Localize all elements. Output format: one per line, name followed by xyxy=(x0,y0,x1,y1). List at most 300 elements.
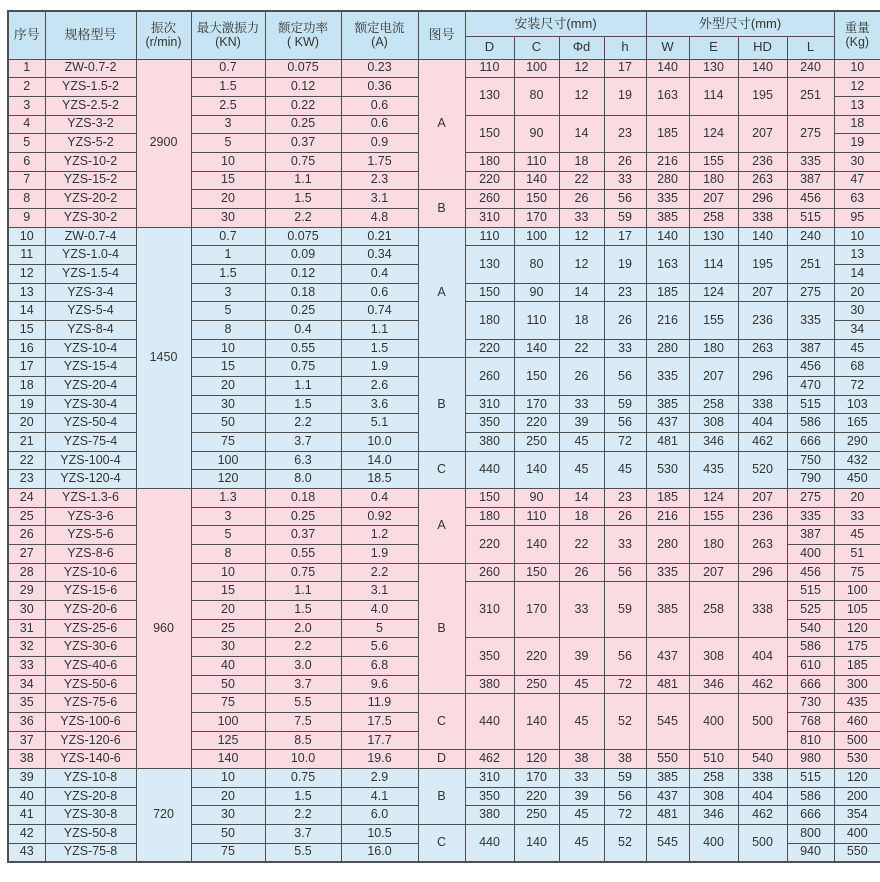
cell: 550 xyxy=(646,750,689,769)
cell: 440 xyxy=(465,451,514,488)
cell: 0.34 xyxy=(341,246,418,265)
cell: 456 xyxy=(787,563,834,582)
cell: 28 xyxy=(8,563,45,582)
cell: YZS-10-2 xyxy=(45,152,136,171)
cell: YZS-20-4 xyxy=(45,376,136,395)
cell: A xyxy=(418,488,465,563)
cell: 45 xyxy=(834,339,880,358)
col-header-serial: 序号 xyxy=(8,11,45,59)
cell: 1.5 xyxy=(341,339,418,358)
cell: 51 xyxy=(834,544,880,563)
cell: YZS-100-6 xyxy=(45,713,136,732)
cell: 140 xyxy=(191,750,265,769)
cell: 0.23 xyxy=(341,59,418,78)
cell: 9.6 xyxy=(341,675,418,694)
cell: YZS-75-8 xyxy=(45,843,136,862)
cell: 2.3 xyxy=(341,171,418,190)
cell: YZS-1.5-4 xyxy=(45,264,136,283)
cell: 540 xyxy=(787,619,834,638)
col-header-frequency xyxy=(136,11,191,59)
cell: 3 xyxy=(191,283,265,302)
cell: 0.4 xyxy=(341,264,418,283)
cell: 30 xyxy=(834,302,880,321)
cell: 45 xyxy=(559,825,604,862)
cell: 18 xyxy=(559,302,604,339)
cell: 150 xyxy=(514,358,559,395)
cell: 124 xyxy=(689,115,738,152)
cell: 100 xyxy=(191,713,265,732)
cell: 216 xyxy=(646,152,689,171)
cell: 45 xyxy=(559,432,604,451)
col-header-weight-line1: 重量 xyxy=(844,21,870,36)
cell: 180 xyxy=(689,526,738,563)
cell: 20 xyxy=(834,283,880,302)
cell: YZS-10-6 xyxy=(45,563,136,582)
cell: 23 xyxy=(8,470,45,489)
cell: YZS-3-2 xyxy=(45,115,136,134)
cell: 150 xyxy=(465,283,514,302)
cell: 23 xyxy=(604,283,646,302)
cell: YZS-30-6 xyxy=(45,638,136,657)
cell: 170 xyxy=(514,582,559,638)
cell: 258 xyxy=(689,582,738,638)
cell: 170 xyxy=(514,395,559,414)
cell: 30 xyxy=(191,638,265,657)
cell: 0.75 xyxy=(265,563,341,582)
cell: 185 xyxy=(646,115,689,152)
cell: 380 xyxy=(465,675,514,694)
cell: 1 xyxy=(191,246,265,265)
cell: 195 xyxy=(738,78,787,115)
cell: 6.3 xyxy=(265,451,341,470)
cell: B xyxy=(418,358,465,451)
cell: 0.075 xyxy=(265,59,341,78)
cell: 163 xyxy=(646,78,689,115)
cell: 520 xyxy=(738,451,787,488)
cell: 52 xyxy=(604,694,646,750)
cell: 3.7 xyxy=(265,825,341,844)
cell: 10 xyxy=(834,227,880,246)
cell: 380 xyxy=(465,432,514,451)
cell: 338 xyxy=(738,582,787,638)
cell: 33 xyxy=(559,769,604,788)
cell: 14 xyxy=(8,302,45,321)
cell: 45 xyxy=(559,675,604,694)
cell: 80 xyxy=(514,246,559,283)
cell: 30 xyxy=(834,152,880,171)
cell: 207 xyxy=(738,488,787,507)
cell: 140 xyxy=(646,227,689,246)
cell: 260 xyxy=(465,190,514,209)
cell: 216 xyxy=(646,507,689,526)
cell: 462 xyxy=(738,432,787,451)
cell: 1.1 xyxy=(341,320,418,339)
cell: YZS-3-6 xyxy=(45,507,136,526)
cell: B xyxy=(418,769,465,825)
cell: 1.1 xyxy=(265,171,341,190)
cell: 263 xyxy=(738,339,787,358)
cell: YZS-120-6 xyxy=(45,731,136,750)
cell: 2.2 xyxy=(265,414,341,433)
cell: 220 xyxy=(514,787,559,806)
cell: 8.0 xyxy=(265,470,341,489)
cell: 980 xyxy=(787,750,834,769)
cell: 250 xyxy=(514,806,559,825)
cell: 0.25 xyxy=(265,115,341,134)
cell: 350 xyxy=(465,414,514,433)
cell: 22 xyxy=(559,339,604,358)
cell: 236 xyxy=(738,302,787,339)
col-header-rated-current xyxy=(341,11,418,59)
cell: 0.12 xyxy=(265,78,341,97)
cell: B xyxy=(418,563,465,694)
cell: 155 xyxy=(689,507,738,526)
cell: 29 xyxy=(8,582,45,601)
cell: 4 xyxy=(8,115,45,134)
cell: 400 xyxy=(834,825,880,844)
cell: 380 xyxy=(465,806,514,825)
cell: 2900 xyxy=(136,59,191,227)
cell: 1.3 xyxy=(191,488,265,507)
cell: 586 xyxy=(787,638,834,657)
cell: 207 xyxy=(738,115,787,152)
cell: 404 xyxy=(738,787,787,806)
cell: 75 xyxy=(191,843,265,862)
cell: 515 xyxy=(787,769,834,788)
cell: 56 xyxy=(604,190,646,209)
cell: 18 xyxy=(559,507,604,526)
cell: 3 xyxy=(191,115,265,134)
cell: 0.55 xyxy=(265,339,341,358)
cell: 666 xyxy=(787,806,834,825)
cell: 0.6 xyxy=(341,115,418,134)
cell: YZS-30-4 xyxy=(45,395,136,414)
cell: 21 xyxy=(8,432,45,451)
table-row xyxy=(8,227,880,246)
col-header-model: 规格型号 xyxy=(45,11,136,59)
col-header-frequency-line1: 振次 xyxy=(150,21,176,36)
cell: 7 xyxy=(8,171,45,190)
cell: 400 xyxy=(787,544,834,563)
cell: 140 xyxy=(514,339,559,358)
cell: YZS-50-4 xyxy=(45,414,136,433)
cell: 33 xyxy=(559,208,604,227)
cell: 280 xyxy=(646,526,689,563)
cell: 1.5 xyxy=(265,395,341,414)
table-row xyxy=(8,769,880,788)
cell: 456 xyxy=(787,358,834,377)
cell: 0.25 xyxy=(265,302,341,321)
cell: 308 xyxy=(689,787,738,806)
cell: 500 xyxy=(738,694,787,750)
cell: 100 xyxy=(191,451,265,470)
cell: 180 xyxy=(689,171,738,190)
cell: 470 xyxy=(787,376,834,395)
cell: 9 xyxy=(8,208,45,227)
cell: 338 xyxy=(738,395,787,414)
cell: 346 xyxy=(689,432,738,451)
cell: 34 xyxy=(834,320,880,339)
cell: 1.5 xyxy=(191,264,265,283)
col-header-weight xyxy=(834,11,880,59)
cell: YZS-30-2 xyxy=(45,208,136,227)
cell: 195 xyxy=(738,246,787,283)
cell: 90 xyxy=(514,283,559,302)
cell: 5 xyxy=(191,526,265,545)
cell: 50 xyxy=(191,414,265,433)
cell: 22 xyxy=(8,451,45,470)
cell: 500 xyxy=(834,731,880,750)
cell: 1.1 xyxy=(265,376,341,395)
cell: 170 xyxy=(514,769,559,788)
cell: 30 xyxy=(191,395,265,414)
cell: 24 xyxy=(8,488,45,507)
cell: 400 xyxy=(689,825,738,862)
cell: 6.0 xyxy=(341,806,418,825)
cell: 296 xyxy=(738,563,787,582)
cell: 16 xyxy=(8,339,45,358)
cell: 23 xyxy=(604,115,646,152)
cell: 750 xyxy=(787,451,834,470)
cell: 20 xyxy=(191,376,265,395)
cell: 56 xyxy=(604,638,646,675)
cell: 250 xyxy=(514,432,559,451)
cell: 2.2 xyxy=(341,563,418,582)
cell: 22 xyxy=(559,526,604,563)
cell: 36 xyxy=(8,713,45,732)
cell: 768 xyxy=(787,713,834,732)
cell: 5.6 xyxy=(341,638,418,657)
cell: 0.4 xyxy=(265,320,341,339)
cell: 2.9 xyxy=(341,769,418,788)
col-header-phi-d: Φd xyxy=(559,36,604,59)
col-header-max-force-line1: 最大激振力 xyxy=(196,21,260,36)
cell: 19 xyxy=(834,134,880,153)
cell: 150 xyxy=(514,563,559,582)
cell: 59 xyxy=(604,582,646,638)
cell: 100 xyxy=(514,59,559,78)
cell: 110 xyxy=(514,152,559,171)
cell: 140 xyxy=(514,451,559,488)
cell: 236 xyxy=(738,152,787,171)
cell: 2.5 xyxy=(191,96,265,115)
cell: 56 xyxy=(604,358,646,395)
cell: 120 xyxy=(834,619,880,638)
cell: 338 xyxy=(738,769,787,788)
cell: 12 xyxy=(559,78,604,115)
cell: 387 xyxy=(787,526,834,545)
cell: 437 xyxy=(646,414,689,433)
cell: 5 xyxy=(8,134,45,153)
cell: 0.55 xyxy=(265,544,341,563)
cell: 124 xyxy=(689,283,738,302)
table-row xyxy=(8,488,880,507)
cell: 18 xyxy=(8,376,45,395)
cell: 810 xyxy=(787,731,834,750)
cell: 12 xyxy=(834,78,880,97)
col-header-HD: HD xyxy=(738,36,787,59)
cell: 3 xyxy=(8,96,45,115)
cell: 335 xyxy=(787,302,834,339)
cell: 2.2 xyxy=(265,638,341,657)
cell: 10 xyxy=(191,769,265,788)
cell: 180 xyxy=(465,302,514,339)
cell: 45 xyxy=(559,451,604,488)
cell: 56 xyxy=(604,414,646,433)
cell: 0.74 xyxy=(341,302,418,321)
cell: YZS-1.3-6 xyxy=(45,488,136,507)
cell: 12 xyxy=(8,264,45,283)
cell: 10 xyxy=(191,152,265,171)
cell: 33 xyxy=(8,657,45,676)
cell: YZS-50-6 xyxy=(45,675,136,694)
cell: 207 xyxy=(689,358,738,395)
cell: 8 xyxy=(8,190,45,209)
cell: 26 xyxy=(559,190,604,209)
cell: YZS-50-8 xyxy=(45,825,136,844)
cell: 220 xyxy=(465,526,514,563)
cell: 310 xyxy=(465,208,514,227)
cell: YZS-140-6 xyxy=(45,750,136,769)
cell: 0.09 xyxy=(265,246,341,265)
cell: YZS-5-6 xyxy=(45,526,136,545)
cell: YZS-8-4 xyxy=(45,320,136,339)
cell: 130 xyxy=(465,78,514,115)
col-header-install-dims: 安装尺寸(mm) xyxy=(465,11,646,36)
cell: 456 xyxy=(787,190,834,209)
cell: 545 xyxy=(646,825,689,862)
cell: 0.21 xyxy=(341,227,418,246)
cell: YZS-1.5-2 xyxy=(45,78,136,97)
cell: 10.0 xyxy=(265,750,341,769)
cell: 150 xyxy=(465,115,514,152)
cell: 90 xyxy=(514,115,559,152)
cell: 440 xyxy=(465,825,514,862)
cell: 14.0 xyxy=(341,451,418,470)
cell: 1.5 xyxy=(265,787,341,806)
cell: 530 xyxy=(834,750,880,769)
cell: 13 xyxy=(8,283,45,302)
cell: 500 xyxy=(738,825,787,862)
cell: 180 xyxy=(689,339,738,358)
cell: 124 xyxy=(689,488,738,507)
cell: 56 xyxy=(604,787,646,806)
cell: 200 xyxy=(834,787,880,806)
cell: 39 xyxy=(559,638,604,675)
cell: 545 xyxy=(646,694,689,750)
cell: 5.1 xyxy=(341,414,418,433)
cell: 251 xyxy=(787,246,834,283)
cell: 27 xyxy=(8,544,45,563)
cell: 437 xyxy=(646,787,689,806)
cell: 30 xyxy=(191,208,265,227)
cell: 346 xyxy=(689,675,738,694)
cell: 338 xyxy=(738,208,787,227)
cell: 75 xyxy=(834,563,880,582)
cell: 404 xyxy=(738,414,787,433)
cell: 387 xyxy=(787,339,834,358)
cell: 110 xyxy=(465,227,514,246)
cell: 530 xyxy=(646,451,689,488)
cell: 22 xyxy=(559,171,604,190)
cell: 30 xyxy=(8,600,45,619)
cell: 10.0 xyxy=(341,432,418,451)
cell: YZS-25-6 xyxy=(45,619,136,638)
cell: 0.6 xyxy=(341,283,418,302)
cell: 462 xyxy=(738,675,787,694)
cell: 515 xyxy=(787,395,834,414)
cell: 25 xyxy=(191,619,265,638)
col-header-W: W xyxy=(646,36,689,59)
cell: YZS-40-6 xyxy=(45,657,136,676)
cell: 258 xyxy=(689,769,738,788)
cell: 435 xyxy=(834,694,880,713)
col-header-frequency-line2: (r/min) xyxy=(145,35,182,50)
cell: 0.25 xyxy=(265,507,341,526)
cell: 20 xyxy=(191,600,265,619)
cell: D xyxy=(418,750,465,769)
table-body xyxy=(8,59,880,862)
spec-table xyxy=(7,10,880,863)
cell: 5.5 xyxy=(265,843,341,862)
cell: 1450 xyxy=(136,227,191,488)
cell: YZS-100-4 xyxy=(45,451,136,470)
cell: 432 xyxy=(834,451,880,470)
cell: 3.1 xyxy=(341,582,418,601)
cell: 240 xyxy=(787,59,834,78)
cell: 72 xyxy=(604,806,646,825)
cell: 20 xyxy=(191,787,265,806)
cell: 385 xyxy=(646,769,689,788)
cell: 34 xyxy=(8,675,45,694)
cell: 440 xyxy=(465,694,514,750)
cell: 30 xyxy=(191,806,265,825)
cell: 481 xyxy=(646,432,689,451)
cell: 0.18 xyxy=(265,283,341,302)
cell: 100 xyxy=(834,582,880,601)
cell: 308 xyxy=(689,414,738,433)
cell: 33 xyxy=(834,507,880,526)
cell: 47 xyxy=(834,171,880,190)
cell: 17.7 xyxy=(341,731,418,750)
cell: 56 xyxy=(604,563,646,582)
cell: 17.5 xyxy=(341,713,418,732)
cell: 2.2 xyxy=(265,208,341,227)
cell: C xyxy=(418,694,465,750)
cell: YZS-3-4 xyxy=(45,283,136,302)
col-header-rated-current-line2: (A) xyxy=(371,35,388,50)
cell: 5 xyxy=(341,619,418,638)
cell: 550 xyxy=(834,843,880,862)
cell: 59 xyxy=(604,208,646,227)
cell: 10.5 xyxy=(341,825,418,844)
cell: YZS-20-8 xyxy=(45,787,136,806)
cell: 4.8 xyxy=(341,208,418,227)
cell: 5 xyxy=(191,134,265,153)
cell: 0.92 xyxy=(341,507,418,526)
cell: 140 xyxy=(646,59,689,78)
cell: 140 xyxy=(514,825,559,862)
cell: 110 xyxy=(514,302,559,339)
cell: 10 xyxy=(191,563,265,582)
cell: 0.12 xyxy=(265,264,341,283)
cell: 0.7 xyxy=(191,227,265,246)
cell: 26 xyxy=(604,302,646,339)
cell: 63 xyxy=(834,190,880,209)
cell: 33 xyxy=(604,339,646,358)
cell: 100 xyxy=(514,227,559,246)
cell: 10 xyxy=(8,227,45,246)
